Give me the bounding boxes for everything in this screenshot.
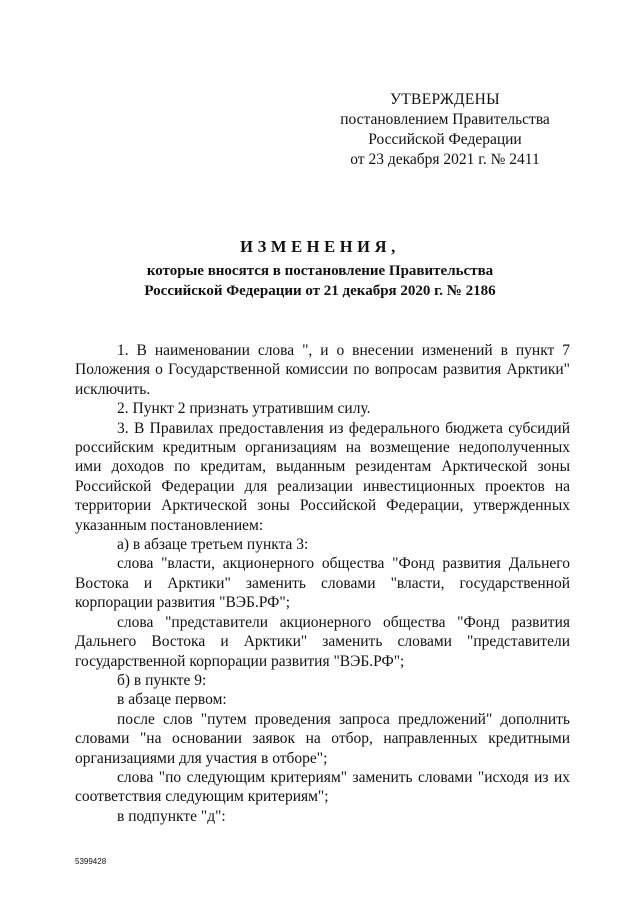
footer-document-code: 5399428 bbox=[75, 857, 107, 866]
paragraph-3: 3. В Правилах предоставления из федерального бюджета субсидий российским кредитным организациям на возмещение недополученных ими доходов по кредитам, выданным резидентам Арктической зоны Российской Федерации для реализации инвестиционных проектов на территории Арктической зоны Российской Федерации, утвержденных указанным постановлением: bbox=[75, 419, 570, 534]
paragraph-2: 2. Пункт 2 признать утратившим силу. bbox=[117, 400, 371, 418]
paragraph-1: 1. В наименовании слова ", и о внесении изменений в пункт 7 Положения о Государственной комиссии по вопросам развития Арктики" исключить. bbox=[75, 342, 570, 398]
approval-line-2: Российской Федерации bbox=[368, 131, 522, 148]
document-title: ИЗМЕНЕНИЯ, bbox=[240, 237, 400, 256]
paragraph-3b-criteria: слова "по следующим критериям" заменить словами "исходя из их соответствия следующим критериям"; bbox=[75, 768, 570, 806]
paragraph-3b-after-words: после слов "путем проведения запроса предложений" дополнить словами "на основании заявок на отбор, направленных кредитными организациями для участия в отборе"; bbox=[75, 710, 570, 767]
paragraph-3a: а) в абзаце третьем пункта 3: bbox=[117, 536, 309, 554]
paragraph-3b: б) в пункте 9: bbox=[117, 671, 207, 689]
subtitle-line-1: которые вносятся в постановление Правительства bbox=[146, 263, 494, 279]
approval-status: УТВЕРЖДЕНЫ bbox=[390, 91, 500, 108]
subtitle-line-2: Российской Федерации от 21 декабря 2020 г. № 2186 bbox=[144, 282, 496, 299]
paragraph-3a-words-1: слова "власти, акционерного общества "Фонд развития Дальнего Востока и Арктики" заменить словами "власти, государственной корпорации развития "ВЭБ.РФ"; bbox=[75, 555, 570, 612]
paragraph-3b-subpoint-d: в подпункте "д": bbox=[117, 807, 226, 825]
paragraph-3b-first: в абзаце первом: bbox=[117, 691, 227, 709]
approval-block bbox=[330, 90, 560, 170]
document-body bbox=[75, 341, 570, 826]
approval-line-1: постановлением Правительства bbox=[340, 111, 550, 128]
approval-date-number: от 23 декабря 2021 г. № 2411 bbox=[350, 151, 540, 168]
paragraph-3a-words-2: слова "представители акционерного общества "Фонд развития Дальнего Востока и Арктики" заменить словами "представители государственной корпорации развития "ВЭБ.РФ"; bbox=[75, 613, 570, 670]
document-subtitle bbox=[60, 262, 580, 301]
